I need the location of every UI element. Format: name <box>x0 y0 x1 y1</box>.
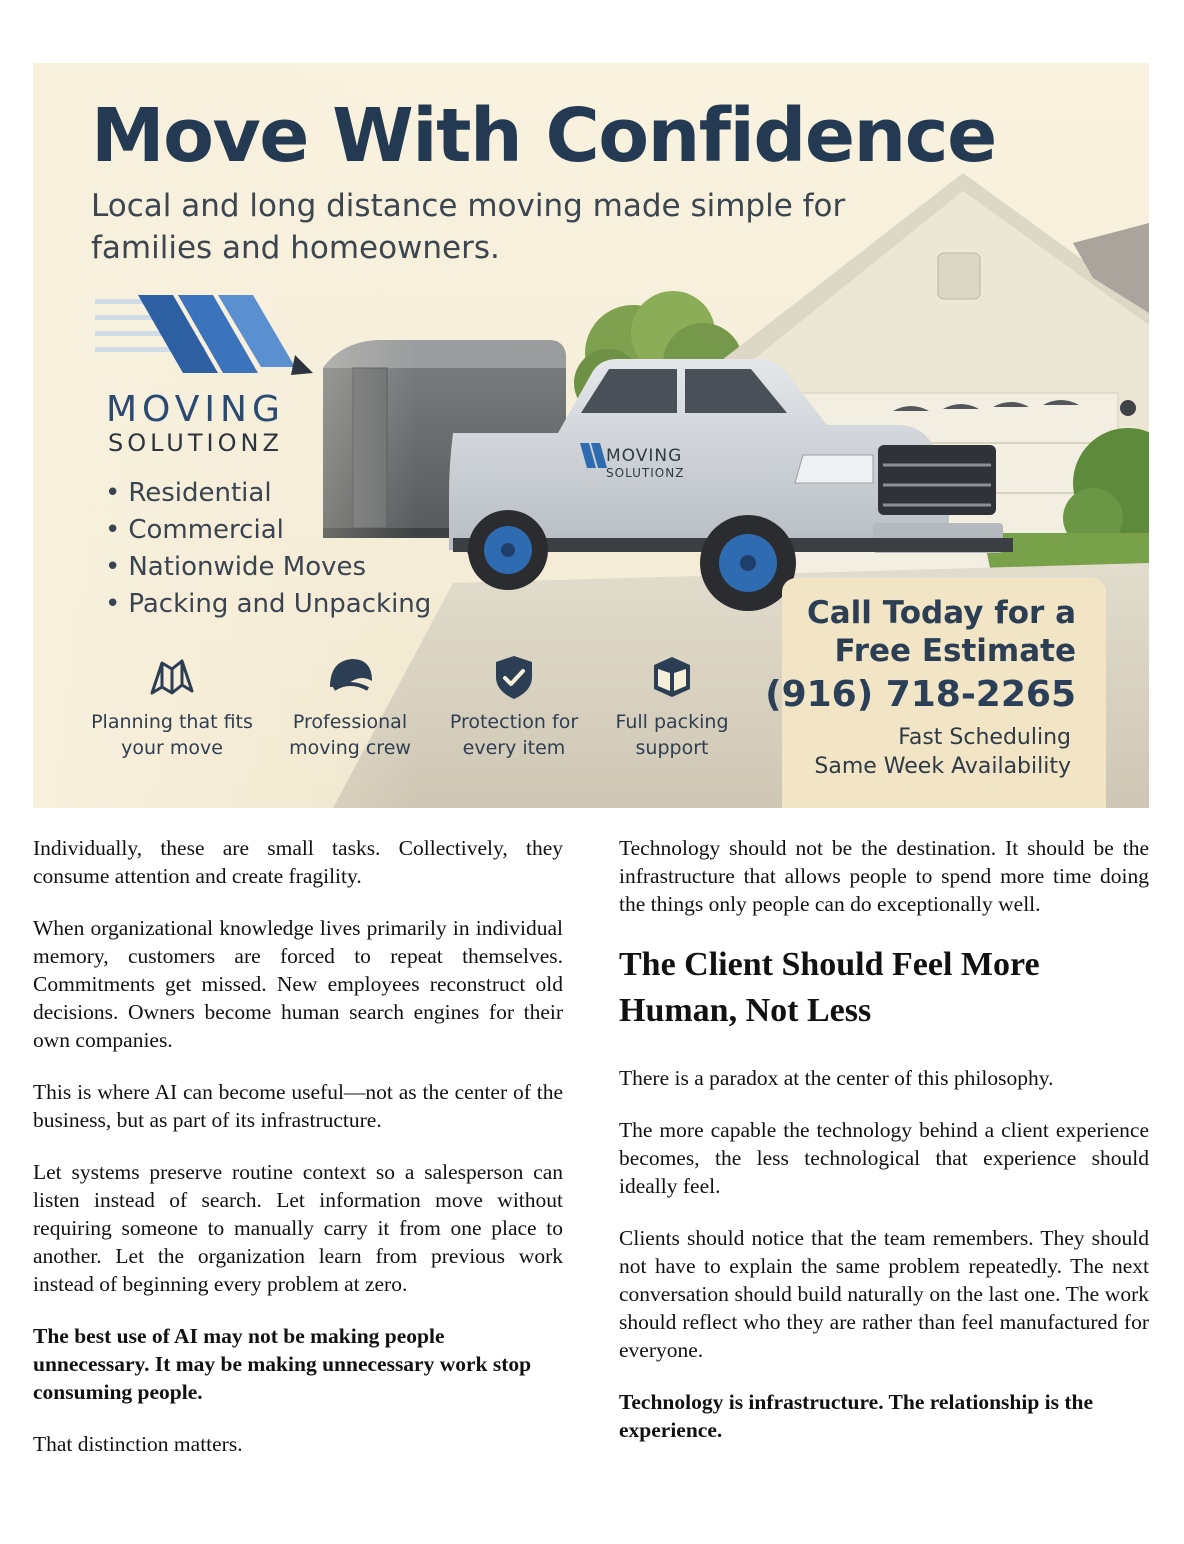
ad-headline: Move With Confidence <box>91 93 996 179</box>
service-item: • Residential <box>105 475 431 512</box>
truck-decal <box>606 446 684 480</box>
service-item: • Packing and Unpacking <box>105 586 431 623</box>
feature-planning <box>87 653 257 761</box>
closing-statement: Technology is infrastructure. The relationship is the experience. <box>619 1390 1094 1442</box>
services-list <box>105 475 431 623</box>
truck-decal-line1: MOVING <box>606 446 683 466</box>
paragraph: There is a paradox at the center of this philosophy. <box>619 1066 1054 1090</box>
phone-number[interactable]: (916) 718-2265 <box>765 674 1076 715</box>
box-icon <box>648 653 696 701</box>
ad-subheadline: Local and long distance moving made simple for families and homeowners. <box>91 188 846 266</box>
article-right-column <box>619 834 1149 1468</box>
map-icon <box>148 653 196 701</box>
paragraph: The more capable the technology behind a client experience becomes, the less technological that experience should ideally feel. <box>619 1118 1149 1198</box>
cta-scheduling: Fast Scheduling <box>898 725 1071 750</box>
paragraph: Technology should not be the destination. It should be the infrastructure that allows people to spend more time doing the things only people can do exceptionally well. <box>619 836 1149 916</box>
cta-title: Call Today for a Free Estimate <box>807 595 1076 669</box>
feature-crew <box>265 653 435 761</box>
paragraph: Let systems preserve routine context so a salesperson can listen instead of search. Let information move without requiring someone to manually carry it from one place to another. Let the organization learn from previous work instead of beginning every problem at zero. <box>33 1160 563 1296</box>
feature-label: Protection for every item <box>449 711 579 759</box>
feature-protection <box>429 653 599 761</box>
call-to-action-box <box>765 578 1106 808</box>
cta-availability: Same Week Availability <box>814 754 1071 779</box>
paragraph: Clients should notice that the team remembers. They should not have to explain the same problem repeatedly. The next conversation should build naturally on the last one. The work should reflect who they are rather than feel manufactured for everyone. <box>619 1226 1149 1362</box>
paragraph: That distinction matters. <box>33 1432 243 1456</box>
helmet-icon <box>326 653 374 701</box>
paragraph: When organizational knowledge lives primarily in individual memory, customers are forced to repeat themselves. Commitments get missed. New employees reconstruct old decisions. Owners become human search engines for their own companies. <box>33 916 563 1052</box>
article-left-column <box>33 834 563 1482</box>
paragraph: This is where AI can become useful—not as the center of the business, but as part of its infrastructure. <box>33 1080 563 1132</box>
pull-quote: The best use of AI may not be making people unnecessary. It may be making unnecessary work stop consuming people. <box>33 1324 532 1404</box>
company-logo-subname: SOLUTIONZ <box>108 429 283 457</box>
company-logo-name: MOVING <box>106 389 285 430</box>
moving-ad-banner <box>33 63 1149 808</box>
service-item: • Commercial <box>105 512 431 549</box>
shield-check-icon <box>490 653 538 701</box>
truck-decal-line2: SOLUTIONZ <box>606 466 685 480</box>
service-item: • Nationwide Moves <box>105 549 431 586</box>
feature-label: Planning that fits your move <box>91 711 253 759</box>
paragraph: Individually, these are small tasks. Collectively, they consume attention and create fragility. <box>33 836 563 888</box>
feature-packing <box>587 653 757 761</box>
feature-label: Full packing support <box>615 711 729 759</box>
section-heading: The Client Should Feel More Human, Not Less <box>619 946 1040 1029</box>
feature-label: Professional moving crew <box>289 711 411 759</box>
